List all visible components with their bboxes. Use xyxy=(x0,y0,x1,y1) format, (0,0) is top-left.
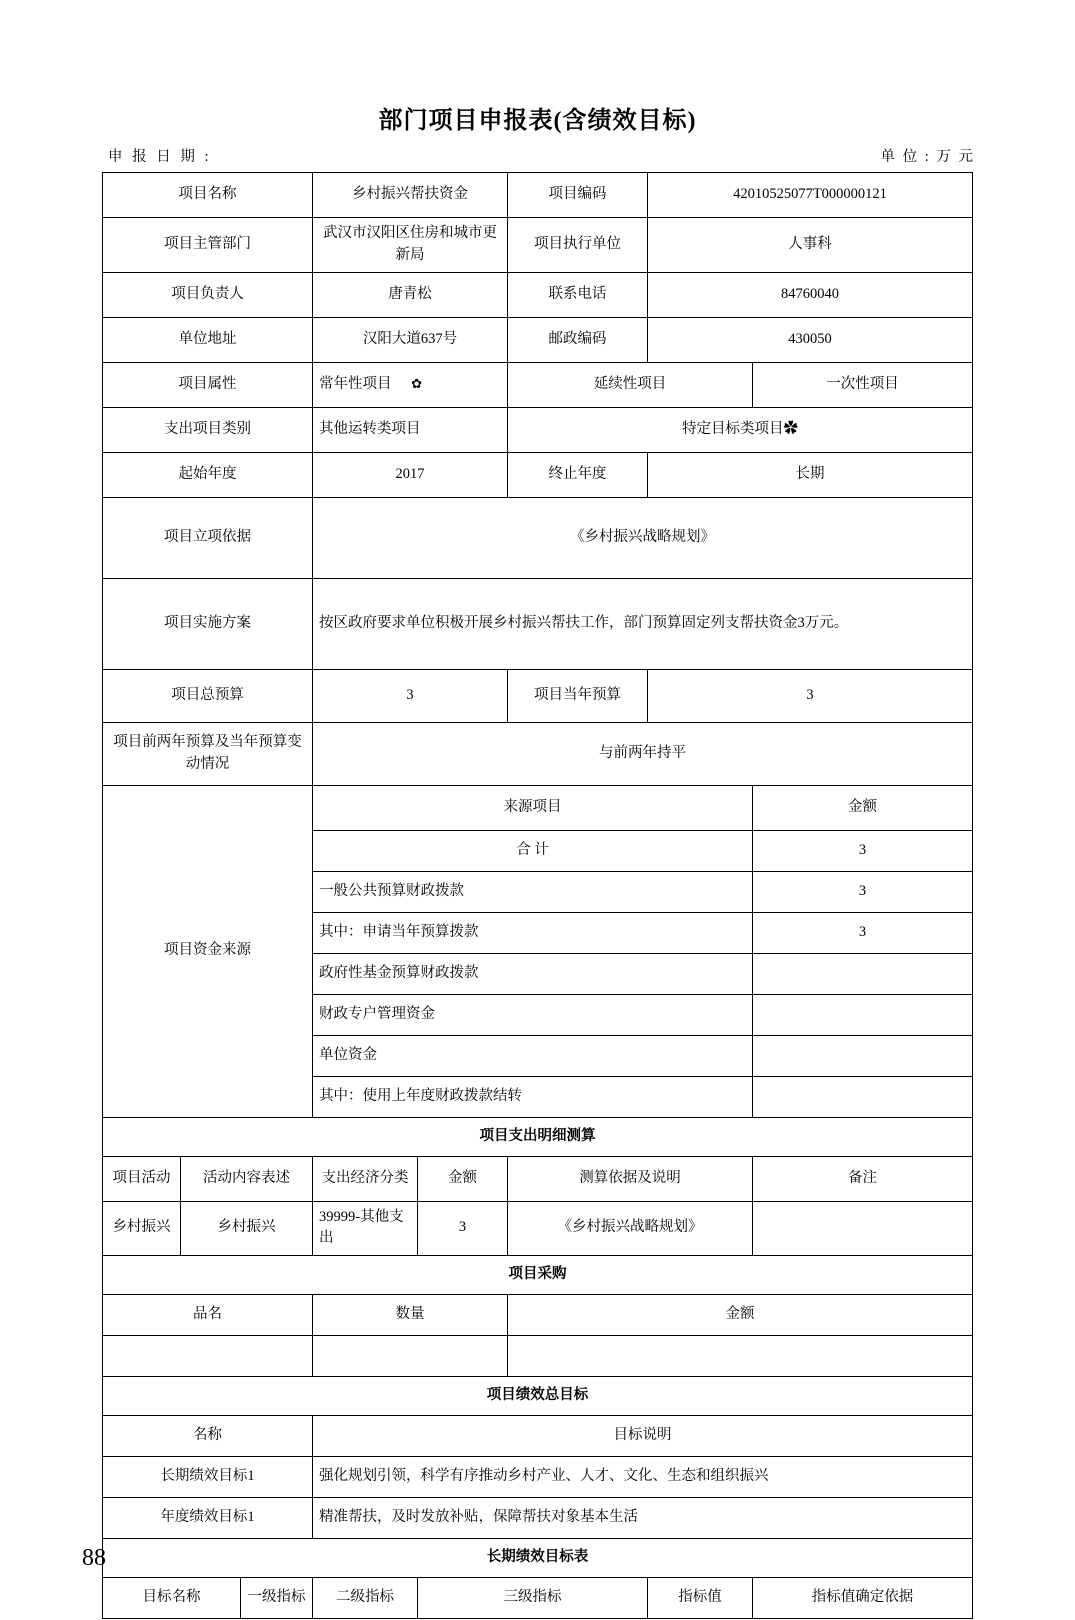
table-row xyxy=(102,317,972,362)
detail-cell-amount: 3 xyxy=(418,1201,508,1256)
meta-row xyxy=(108,145,975,166)
phone-value: 84760040 xyxy=(648,272,973,317)
apply-date-label: 申 报 日 期 : xyxy=(108,149,212,165)
table-row xyxy=(102,1117,972,1156)
project-code-label: 项目编码 xyxy=(508,173,648,218)
end-year-label: 终止年度 xyxy=(508,452,648,497)
detail-header-econ: 支出经济分类 xyxy=(313,1156,418,1201)
unit-label: 单 位 : 万 元 xyxy=(880,149,975,165)
longterm-header-l1: 一级指标 xyxy=(240,1578,312,1619)
year-budget-value: 3 xyxy=(648,669,973,722)
funding-amount xyxy=(753,994,973,1035)
page-number: 88 xyxy=(82,1545,106,1571)
table-row xyxy=(102,1539,972,1578)
table-row xyxy=(102,407,972,452)
funding-amount: 3 xyxy=(753,830,973,871)
table-row xyxy=(102,1156,972,1201)
procurement-header-qty: 数量 xyxy=(313,1295,508,1336)
funding-label: 项目资金来源 xyxy=(102,785,312,1117)
funding-source: 其中：申请当年预算拨款 xyxy=(313,912,753,953)
table-row xyxy=(102,785,972,830)
table-row xyxy=(102,578,972,669)
table-row xyxy=(102,722,972,785)
table-row xyxy=(102,669,972,722)
funding-source: 财政专户管理资金 xyxy=(313,994,753,1035)
expense-type-specific[interactable]: 特定目标类项目✿ xyxy=(508,407,973,452)
performance-row-desc: 强化规划引领，科学有序推动乡村产业、人才、文化、生态和组织振兴 xyxy=(313,1457,973,1498)
attribute-option-onetime[interactable]: 一次性项目 xyxy=(753,362,973,407)
table-row xyxy=(102,1377,972,1416)
table-row xyxy=(102,1256,972,1295)
table-row xyxy=(102,1498,972,1539)
detail-header-activity: 项目活动 xyxy=(102,1156,180,1201)
attribute-option-perennial[interactable] xyxy=(313,362,508,407)
funding-source: 单位资金 xyxy=(313,1035,753,1076)
end-year-value: 长期 xyxy=(648,452,973,497)
total-budget-label: 项目总预算 xyxy=(102,669,312,722)
procurement-cell-qty xyxy=(313,1336,508,1377)
start-year-value: 2017 xyxy=(313,452,508,497)
detail-header-amount: 金额 xyxy=(418,1156,508,1201)
page-title: 部门项目申报表(含绩效目标) xyxy=(378,108,697,134)
table-row xyxy=(102,1578,972,1619)
procurement-header-item: 品名 xyxy=(102,1295,312,1336)
basis-value: 《乡村振兴战略规划》 xyxy=(313,497,973,578)
funding-source: 合 计 xyxy=(313,830,753,871)
postcode-label: 邮政编码 xyxy=(508,317,648,362)
procurement-cell-amount xyxy=(508,1336,973,1377)
detail-cell-basis: 《乡村振兴战略规划》 xyxy=(508,1201,753,1256)
detail-header-content: 活动内容表述 xyxy=(180,1156,312,1201)
postcode-value: 430050 xyxy=(648,317,973,362)
table-row xyxy=(102,497,972,578)
attribute-option-perennial-label: 常年性项目 xyxy=(319,375,392,392)
exec-unit-value: 人事科 xyxy=(648,218,973,273)
performance-row-name: 年度绩效目标1 xyxy=(102,1498,312,1539)
longterm-header-value: 指标值 xyxy=(648,1578,753,1619)
table-row xyxy=(102,218,972,273)
longterm-header-l2: 二级指标 xyxy=(313,1578,418,1619)
table-row xyxy=(102,452,972,497)
table-row xyxy=(102,1416,972,1457)
detail-header-basis: 测算依据及说明 xyxy=(508,1156,753,1201)
plan-value: 按区政府要求单位积极开展乡村振兴帮扶工作，部门预算固定列支帮扶资金3万元。 xyxy=(313,578,973,669)
phone-label: 联系电话 xyxy=(508,272,648,317)
performance-header-desc: 目标说明 xyxy=(313,1416,973,1457)
plan-label: 项目实施方案 xyxy=(102,578,312,669)
address-label: 单位地址 xyxy=(102,317,312,362)
start-year-label: 起始年度 xyxy=(102,452,312,497)
budget-change-label: 项目前两年预算及当年预算变动情况 xyxy=(102,722,312,785)
basis-label: 项目立项依据 xyxy=(102,497,312,578)
detail-cell-activity: 乡村振兴 xyxy=(102,1201,180,1256)
funding-col-source: 来源项目 xyxy=(313,785,753,830)
total-budget-value: 3 xyxy=(313,669,508,722)
attribute-label: 项目属性 xyxy=(102,362,312,407)
detail-header-remark: 备注 xyxy=(753,1156,973,1201)
funding-source: 政府性基金预算财政拨款 xyxy=(313,953,753,994)
performance-header-name: 名称 xyxy=(102,1416,312,1457)
detail-cell-econ: 39999-其他支出 xyxy=(313,1201,418,1256)
detail-cell-remark xyxy=(753,1201,973,1256)
procurement-section-title: 项目采购 xyxy=(102,1256,972,1295)
project-name-label: 项目名称 xyxy=(102,173,312,218)
leader-label: 项目负责人 xyxy=(102,272,312,317)
funding-amount xyxy=(753,953,973,994)
longterm-header-basis: 指标值确定依据 xyxy=(753,1578,973,1619)
table-row xyxy=(102,1201,972,1256)
budget-change-value: 与前两年持平 xyxy=(313,722,973,785)
funding-source: 其中：使用上年度财政拨款结转 xyxy=(313,1076,753,1117)
longterm-header-name: 目标名称 xyxy=(102,1578,240,1619)
funding-col-amount: 金额 xyxy=(753,785,973,830)
performance-row-desc: 精准帮扶，及时发放补贴，保障帮扶对象基本生活 xyxy=(313,1498,973,1539)
dept-value: 武汉市汉阳区住房和城市更新局 xyxy=(313,218,508,273)
project-application-table xyxy=(102,172,973,1619)
leader-value: 唐青松 xyxy=(313,272,508,317)
dept-label: 项目主管部门 xyxy=(102,218,312,273)
procurement-header-amount: 金额 xyxy=(508,1295,973,1336)
procurement-cell-item xyxy=(102,1336,312,1377)
document-page xyxy=(0,100,1075,1620)
table-row xyxy=(102,1336,972,1377)
longterm-header-l3: 三级指标 xyxy=(418,1578,648,1619)
funding-amount: 3 xyxy=(753,871,973,912)
longterm-section-title: 长期绩效目标表 xyxy=(102,1539,972,1578)
funding-amount: 3 xyxy=(753,912,973,953)
detail-cell-content: 乡村振兴 xyxy=(180,1201,312,1256)
funding-amount xyxy=(753,1035,973,1076)
table-row xyxy=(102,1457,972,1498)
performance-row-name: 长期绩效目标1 xyxy=(102,1457,312,1498)
funding-amount xyxy=(753,1076,973,1117)
table-row xyxy=(102,173,972,218)
project-name-value: 乡村振兴帮扶资金 xyxy=(313,173,508,218)
performance-section-title: 项目绩效总目标 xyxy=(102,1377,972,1416)
table-row xyxy=(102,272,972,317)
year-budget-label: 项目当年预算 xyxy=(508,669,648,722)
address-value: 汉阳大道637号 xyxy=(313,317,508,362)
expense-type-other[interactable]: 其他运转类项目 xyxy=(313,407,508,452)
expense-type-label: 支出项目类别 xyxy=(102,407,312,452)
flower-mark-icon: ✿ xyxy=(411,375,423,391)
exec-unit-label: 项目执行单位 xyxy=(508,218,648,273)
table-row xyxy=(102,362,972,407)
funding-source: 一般公共预算财政拨款 xyxy=(313,871,753,912)
attribute-option-continued[interactable]: 延续性项目 xyxy=(508,362,753,407)
project-code-value: 42010525077T000000121 xyxy=(648,173,973,218)
table-row xyxy=(102,1295,972,1336)
detail-section-title: 项目支出明细测算 xyxy=(102,1117,972,1156)
